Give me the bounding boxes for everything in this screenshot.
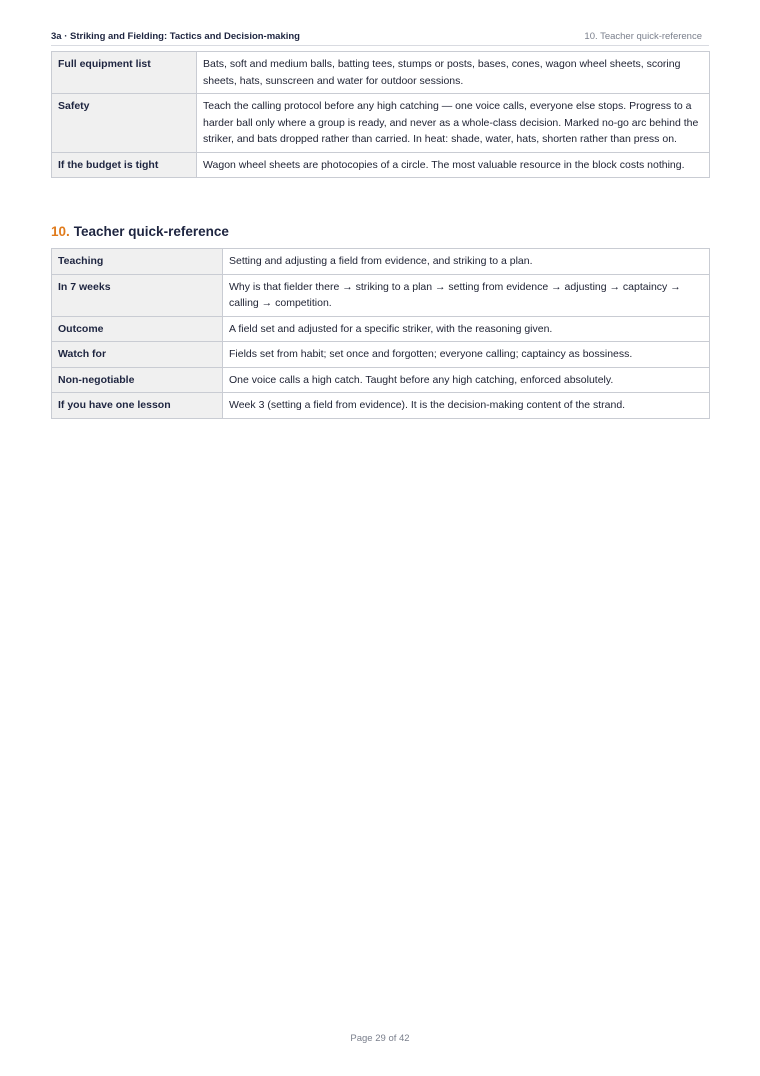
table-row [52,94,710,153]
table-row [52,52,710,94]
row-value: Bats, soft and medium balls, batting tees, stumps or posts, bases, cones, wagon wheel sheets, scoring sheets, hats, sunscreen and water for outdoor sessions. [197,52,710,94]
equipment-table [51,51,710,178]
quick-reference-table [51,248,710,419]
row-value: Fields set from habit; set once and forgotten; everyone calling; captaincy as bossiness. [223,342,710,368]
table-row [52,152,710,178]
section-number: 10. [51,224,70,239]
page-number: Page 29 of 42 [350,1033,410,1044]
document-title: 3a · Striking and Fielding: Tactics and Decision-making [51,30,300,42]
row-value: Teach the calling protocol before any high catching — one voice calls, everyone else stops. Progress to a harder ball only where a group is ready, and never as a whole-class decision. Marked no-go arc behind the striker, and bats dropped rather than carried. In heat: shade, water, hats, shorten rather than press on. [197,94,710,153]
table-row [52,367,710,393]
section-running-title: 10. Teacher quick-reference [584,30,702,42]
table-row [52,342,710,368]
table-row [52,274,710,316]
row-value: Wagon wheel sheets are photocopies of a circle. The most valuable resource in the block costs nothing. [197,152,710,178]
table-row [52,316,710,342]
row-label: Non-negotiable [52,367,223,393]
section-heading [51,224,229,239]
row-value: Why is that fielder there → striking to a plan → setting from evidence → adjusting → captaincy → calling → competition. [223,274,710,316]
running-header [51,28,702,44]
table-row [52,393,710,419]
row-label: Outcome [52,316,223,342]
row-value: One voice calls a high catch. Taught before any high catching, enforced absolutely. [223,367,710,393]
row-label: Safety [52,94,197,153]
row-label: If the budget is tight [52,152,197,178]
row-label: Full equipment list [52,52,197,94]
row-label: Watch for [52,342,223,368]
table-row [52,249,710,275]
section-title: Teacher quick-reference [73,224,229,239]
row-label: Teaching [52,249,223,275]
row-value: Setting and adjusting a field from evidence, and striking to a plan. [223,249,710,275]
row-label: If you have one lesson [52,393,223,419]
row-value: A field set and adjusted for a specific striker, with the reasoning given. [223,316,710,342]
header-divider [51,45,709,46]
row-value: Week 3 (setting a field from evidence). It is the decision-making content of the strand. [223,393,710,419]
row-label: In 7 weeks [52,274,223,316]
